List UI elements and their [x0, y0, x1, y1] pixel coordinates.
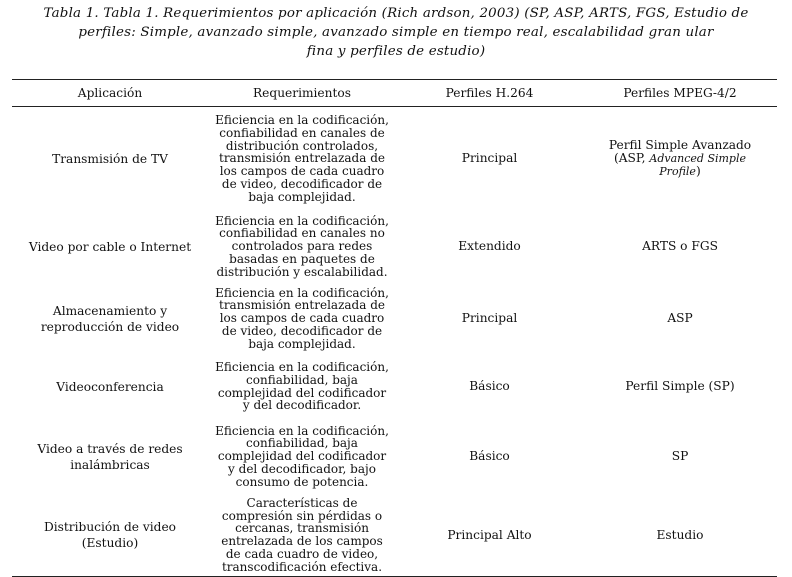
h264-profile-cell: Básico	[469, 449, 510, 464]
h264-profile-cell: Básico	[469, 379, 510, 394]
requirements-line: los campos de cada cuadro	[219, 164, 385, 179]
requirements-line: distribución controlados,	[225, 138, 379, 153]
application-line: Distribución de video	[43, 520, 176, 535]
requirements-line: baja complejidad.	[248, 189, 356, 204]
requirements-line: Eficiencia en la codificación,	[215, 359, 389, 374]
application-line: Video por cable o Internet	[28, 239, 192, 254]
mpeg-text: (ASP,	[614, 151, 650, 166]
requirements-line: y del decodificador.	[242, 398, 362, 413]
application-cell	[12, 419, 208, 495]
mpeg-italic-text: Advanced Simple	[649, 152, 746, 166]
mpeg-text: )	[695, 164, 701, 179]
requirements-line: controlados para redes	[231, 239, 373, 254]
table-row	[12, 107, 777, 211]
application-cell	[12, 107, 208, 211]
requirements-line: entrelazada de los campos	[221, 534, 383, 549]
mpeg-profile-cell: Estudio	[583, 495, 777, 577]
requirements-cell	[208, 495, 396, 577]
mpeg-line	[587, 152, 773, 165]
requirements-line: confiabilidad en canales no	[219, 226, 385, 241]
application-line: reproducción de video	[40, 319, 180, 334]
requirements-line: transcodificación efectiva.	[221, 559, 383, 574]
requirements-line: compresión sin pérdidas o	[221, 508, 383, 523]
table-row	[12, 419, 777, 495]
application-line: Transmisión de TV	[52, 151, 168, 166]
application-cell	[12, 211, 208, 283]
table-row	[12, 211, 777, 283]
requirements-line: basadas en paquetes de	[229, 251, 375, 266]
requirements-cell	[208, 419, 396, 495]
requirements-line: y del decodificador, bajo	[228, 461, 376, 476]
requirements-cell	[208, 355, 396, 419]
requirements-line: consumo de potencia.	[235, 474, 369, 489]
mpeg-profile-cell: ASP	[667, 311, 693, 326]
mpeg-profile-cell: SP	[671, 449, 689, 464]
requirements-line: Eficiencia en la codificación,	[215, 213, 389, 228]
caption-line: Tabla 1. Tabla 1. Requerimientos por aplicación (Rich ardson, 2003) (SP, ASP, ARTS, FGS, Estudio de	[43, 6, 749, 21]
application-line: (Estudio)	[81, 536, 139, 551]
application-cell	[12, 355, 208, 419]
mpeg-line	[587, 165, 773, 178]
requirements-line: Características de	[246, 495, 358, 510]
requirements-line: confiabilidad en canales de	[219, 125, 385, 140]
mpeg-italic-text: Profile	[659, 165, 696, 179]
application-line: Videoconferencia	[56, 379, 164, 394]
table-row	[12, 355, 777, 419]
requirements-line: complejidad del codificador	[217, 449, 387, 464]
h264-profile-cell: Principal Alto	[396, 495, 583, 577]
requirements-line: confiabilidad, baja	[246, 436, 358, 451]
header-mpeg: Perfiles MPEG-4/2	[583, 80, 777, 107]
mpeg-line: Perfil Simple Avanzado	[608, 138, 752, 153]
requirements-line: confiabilidad, baja	[246, 372, 358, 387]
requirements-line: Eficiencia en la codificación,	[215, 285, 389, 300]
mpeg-profile-cell: ARTS o FGS	[642, 239, 718, 254]
application-line: inalámbricas	[70, 457, 150, 472]
requirements-line: Eficiencia en la codificación,	[215, 423, 389, 438]
caption-line: perfiles: Simple, avanzado simple, avanzado simple en tiempo real, escalabilidad gran ular	[78, 25, 714, 40]
table-row	[12, 495, 777, 577]
requirements-line: Eficiencia en la codificación,	[215, 112, 389, 127]
requirements-line: transmisión entrelazada de	[219, 298, 385, 313]
h264-profile-cell: Principal	[461, 151, 518, 166]
requirements-line: transmisión entrelazada de	[219, 151, 385, 166]
header-requirements: Requerimientos	[208, 80, 396, 107]
requirements-line: cercanas, transmisión	[235, 521, 369, 536]
application-cell	[12, 283, 208, 355]
table-row	[12, 283, 777, 355]
table-header-row	[12, 80, 777, 107]
mpeg-profile-cell	[583, 107, 777, 211]
requirements-cell	[208, 283, 396, 355]
application-line: Video a través de redes	[37, 441, 183, 456]
requirements-line: complejidad del codificador	[217, 385, 387, 400]
requirements-line: baja complejidad.	[248, 336, 356, 351]
caption-line: fina y perfiles de estudio)	[306, 44, 486, 59]
mpeg-profile-cell: Perfil Simple (SP)	[625, 379, 735, 394]
requirements-line: de video, decodificador de	[221, 176, 383, 191]
h264-profile-cell: Extendido	[458, 239, 521, 254]
header-application: Aplicación	[12, 80, 208, 107]
requirements-line: los campos de cada cuadro	[219, 311, 385, 326]
requirements-cell	[208, 107, 396, 211]
table-caption	[6, 4, 786, 61]
application-cell	[12, 495, 208, 577]
application-line: Almacenamiento y	[52, 303, 168, 318]
requirements-line: distribución y escalabilidad.	[216, 264, 388, 279]
requirements-cell	[208, 211, 396, 283]
requirements-line: de cada cuadro de video,	[225, 547, 379, 562]
requirements-line: de video, decodificador de	[221, 323, 383, 338]
h264-profile-cell: Principal	[461, 311, 518, 326]
requirements-table	[12, 79, 777, 577]
header-h264: Perfiles H.264	[396, 80, 583, 107]
